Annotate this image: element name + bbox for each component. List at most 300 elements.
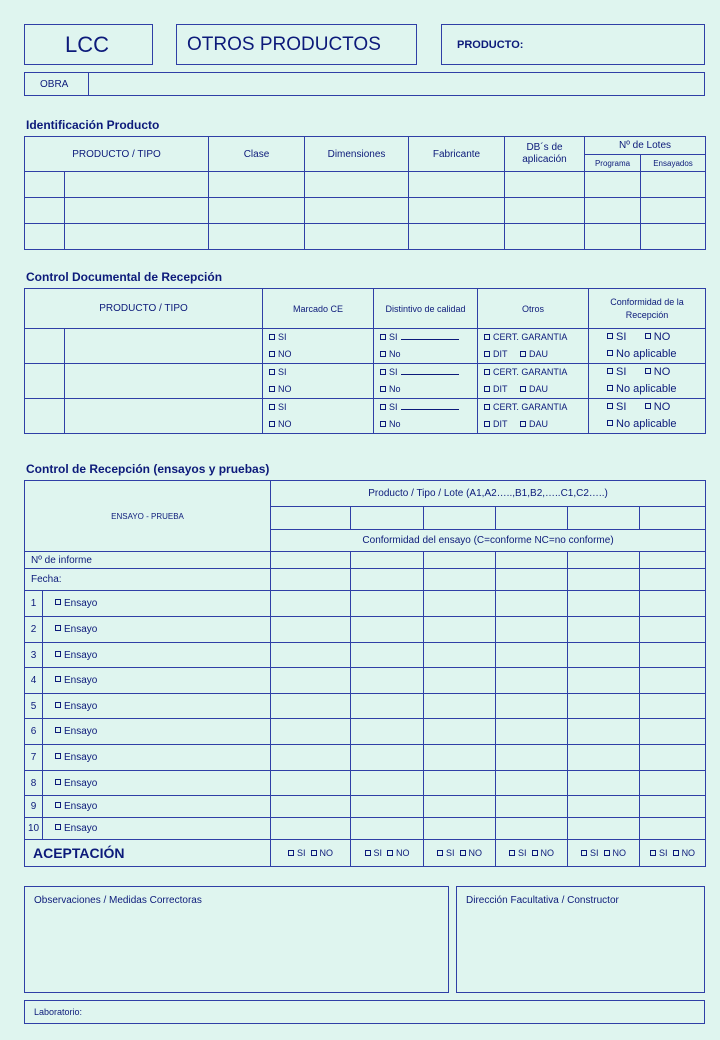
result-cell[interactable] bbox=[568, 668, 640, 694]
result-cell[interactable] bbox=[271, 668, 351, 694]
ensayo-label-cell bbox=[43, 591, 271, 617]
result-cell[interactable] bbox=[424, 617, 496, 643]
row-number: 8 bbox=[25, 771, 43, 796]
checkbox[interactable] bbox=[288, 850, 294, 856]
result-cell[interactable] bbox=[568, 719, 640, 745]
id-cell[interactable] bbox=[65, 198, 209, 224]
checkbox[interactable] bbox=[484, 369, 490, 375]
row-number: 5 bbox=[25, 694, 43, 719]
checkbox[interactable] bbox=[55, 824, 61, 830]
result-cell[interactable] bbox=[271, 796, 351, 818]
opt-no: No bbox=[389, 384, 401, 394]
doc-cell[interactable] bbox=[65, 329, 263, 364]
result-cell[interactable] bbox=[640, 745, 706, 771]
checkbox[interactable] bbox=[509, 850, 515, 856]
opt-si: SI bbox=[278, 332, 287, 342]
checkbox[interactable] bbox=[484, 351, 490, 357]
obra-field[interactable] bbox=[89, 73, 704, 95]
doc-col-conformidad: Conformidad de la Recepción bbox=[589, 289, 706, 329]
result-cell[interactable] bbox=[568, 818, 640, 840]
row-number: 3 bbox=[25, 643, 43, 668]
result-cell[interactable] bbox=[351, 818, 424, 840]
checkbox[interactable] bbox=[269, 404, 275, 410]
result-cell[interactable] bbox=[496, 694, 568, 719]
opt-cert: CERT. GARANTIA bbox=[493, 332, 568, 342]
opt-no: NO bbox=[653, 366, 671, 378]
ensayo-label-cell bbox=[43, 643, 271, 668]
producto-field[interactable] bbox=[441, 24, 705, 65]
obra-label: OBRA bbox=[40, 79, 69, 90]
opt-dau: DAU bbox=[529, 384, 549, 394]
ensayo-label-cell bbox=[43, 796, 271, 818]
result-cell[interactable] bbox=[496, 668, 568, 694]
checkbox[interactable] bbox=[55, 676, 61, 682]
informe-cell[interactable] bbox=[351, 552, 424, 569]
opt-si: SI bbox=[616, 366, 627, 378]
result-cell[interactable] bbox=[424, 591, 496, 617]
checkbox[interactable] bbox=[520, 386, 526, 392]
ensayo-label-cell bbox=[43, 617, 271, 643]
checkbox[interactable] bbox=[380, 404, 386, 410]
result-cell[interactable] bbox=[351, 591, 424, 617]
id-cell[interactable] bbox=[25, 172, 65, 198]
ensayo-label-cell bbox=[43, 668, 271, 694]
checkbox[interactable] bbox=[380, 421, 386, 427]
lote-cell[interactable] bbox=[271, 507, 351, 530]
checkbox[interactable] bbox=[55, 727, 61, 733]
id-cell[interactable] bbox=[65, 172, 209, 198]
id-cell[interactable] bbox=[25, 224, 65, 250]
ensayo-label: Ensayo bbox=[64, 801, 98, 812]
result-cell[interactable] bbox=[496, 719, 568, 745]
result-cell[interactable] bbox=[424, 668, 496, 694]
result-cell[interactable] bbox=[496, 771, 568, 796]
marcado-options bbox=[263, 399, 374, 434]
checkbox[interactable] bbox=[607, 368, 613, 374]
ensayo-label: Ensayo bbox=[64, 700, 98, 712]
id-cell[interactable] bbox=[505, 198, 585, 224]
checkbox[interactable] bbox=[380, 334, 386, 340]
ensayo-row bbox=[25, 617, 706, 643]
row-number: 6 bbox=[25, 719, 43, 745]
ensayo-row bbox=[25, 796, 706, 818]
logo-box bbox=[24, 24, 153, 65]
ensayo-label: Ensayo bbox=[64, 726, 98, 737]
checkbox[interactable] bbox=[607, 385, 613, 391]
title-box bbox=[176, 24, 417, 65]
result-cell[interactable] bbox=[496, 643, 568, 668]
opt-no: NO bbox=[278, 349, 292, 359]
result-cell[interactable] bbox=[640, 617, 706, 643]
row-number: 1 bbox=[25, 591, 43, 617]
doc-cell[interactable] bbox=[25, 329, 65, 364]
opt-si: SI bbox=[616, 331, 627, 343]
id-cell[interactable] bbox=[409, 224, 505, 250]
checkbox[interactable] bbox=[484, 334, 490, 340]
result-cell[interactable] bbox=[640, 719, 706, 745]
obra-row bbox=[24, 72, 705, 96]
fecha-cell[interactable] bbox=[568, 569, 640, 591]
blank-line[interactable] bbox=[401, 367, 459, 375]
result-cell[interactable] bbox=[568, 643, 640, 668]
aceptacion-cell bbox=[568, 840, 640, 867]
opt-si: SI bbox=[389, 367, 398, 377]
aceptacion-cell bbox=[271, 840, 351, 867]
result-cell[interactable] bbox=[424, 643, 496, 668]
section-ensayos: Control de Recepción (ensayos y pruebas) bbox=[26, 462, 270, 476]
opt-no-aplicable: No aplicable bbox=[616, 418, 677, 430]
id-cell[interactable] bbox=[585, 198, 641, 224]
opt-no: NO bbox=[278, 384, 292, 394]
result-cell[interactable] bbox=[351, 694, 424, 719]
result-cell[interactable] bbox=[496, 818, 568, 840]
section-documental: Control Documental de Recepción bbox=[26, 270, 223, 284]
result-cell[interactable] bbox=[640, 771, 706, 796]
result-cell[interactable] bbox=[424, 796, 496, 818]
result-cell[interactable] bbox=[271, 818, 351, 840]
id-cell[interactable] bbox=[209, 224, 305, 250]
col-lotes: Nº de Lotes bbox=[585, 137, 706, 155]
aceptacion-label: ACEPTACIÓN bbox=[25, 840, 271, 867]
conformidad-options bbox=[589, 329, 706, 364]
result-cell[interactable] bbox=[424, 694, 496, 719]
id-cell[interactable] bbox=[641, 198, 706, 224]
result-cell[interactable] bbox=[271, 643, 351, 668]
row-number: 7 bbox=[25, 745, 43, 771]
row-number: 2 bbox=[25, 617, 43, 643]
id-cell[interactable] bbox=[409, 172, 505, 198]
ensayo-label: Ensayo bbox=[64, 823, 98, 834]
opt-si: SI bbox=[389, 402, 398, 412]
ensayo-row bbox=[25, 745, 706, 771]
marcado-options bbox=[263, 364, 374, 399]
result-cell[interactable] bbox=[568, 771, 640, 796]
ensayo-label-cell bbox=[43, 694, 271, 719]
ensayo-label-cell bbox=[43, 719, 271, 745]
opt-si: SI bbox=[297, 848, 306, 858]
checkbox[interactable] bbox=[520, 351, 526, 357]
result-cell[interactable] bbox=[351, 668, 424, 694]
opt-cert: CERT. GARANTIA bbox=[493, 367, 568, 377]
otros-options bbox=[478, 399, 589, 434]
observaciones-box[interactable] bbox=[24, 886, 449, 993]
lote-cell[interactable] bbox=[424, 507, 496, 530]
doc-cell[interactable] bbox=[65, 364, 263, 399]
opt-no: NO bbox=[653, 401, 671, 413]
opt-si: SI bbox=[518, 848, 527, 858]
doc-col-marcado: Marcado CE bbox=[263, 289, 374, 329]
id-cell[interactable] bbox=[585, 224, 641, 250]
informe-cell[interactable] bbox=[640, 552, 706, 569]
result-cell[interactable] bbox=[351, 771, 424, 796]
ensayos-table bbox=[24, 480, 706, 867]
col-ensayo-prueba: ENSAYO - PRUEBA bbox=[25, 481, 271, 552]
informe-label: Nº de informe bbox=[25, 552, 271, 569]
result-cell[interactable] bbox=[568, 694, 640, 719]
opt-no: NO bbox=[612, 848, 627, 858]
distintivo-options bbox=[374, 399, 478, 434]
fecha-cell[interactable] bbox=[424, 569, 496, 591]
id-cell[interactable] bbox=[65, 224, 209, 250]
ensayo-label: Ensayo bbox=[64, 598, 98, 609]
result-cell[interactable] bbox=[496, 617, 568, 643]
aceptacion-cell bbox=[496, 840, 568, 867]
result-cell[interactable] bbox=[424, 745, 496, 771]
checkbox[interactable] bbox=[650, 850, 656, 856]
logo-text: LCC bbox=[65, 32, 110, 57]
id-cell[interactable] bbox=[25, 198, 65, 224]
ensayo-label-cell bbox=[43, 818, 271, 840]
ensayo-row bbox=[25, 668, 706, 694]
result-cell[interactable] bbox=[351, 617, 424, 643]
result-cell[interactable] bbox=[568, 617, 640, 643]
opt-si: SI bbox=[659, 848, 668, 858]
checkbox[interactable] bbox=[269, 386, 275, 392]
opt-no: NO bbox=[540, 848, 555, 858]
opt-si: SI bbox=[389, 332, 398, 342]
checkbox[interactable] bbox=[520, 421, 526, 427]
identificacion-table bbox=[24, 136, 706, 250]
otros-options bbox=[478, 364, 589, 399]
conformidad-options bbox=[589, 364, 706, 399]
checkbox[interactable] bbox=[437, 850, 443, 856]
opt-no-aplicable: No aplicable bbox=[616, 383, 677, 395]
result-cell[interactable] bbox=[351, 719, 424, 745]
checkbox[interactable] bbox=[387, 850, 393, 856]
checkbox[interactable] bbox=[581, 850, 587, 856]
aceptacion-cell bbox=[640, 840, 706, 867]
fecha-cell[interactable] bbox=[496, 569, 568, 591]
result-cell[interactable] bbox=[271, 745, 351, 771]
doc-col-otros: Otros bbox=[478, 289, 589, 329]
lote-cell[interactable] bbox=[640, 507, 706, 530]
fecha-cell[interactable] bbox=[640, 569, 706, 591]
documental-table bbox=[24, 288, 706, 434]
informe-cell[interactable] bbox=[271, 552, 351, 569]
opt-dit: DIT bbox=[493, 349, 508, 359]
opt-dau: DAU bbox=[529, 419, 549, 429]
otros-options bbox=[478, 329, 589, 364]
result-cell[interactable] bbox=[271, 617, 351, 643]
id-cell[interactable] bbox=[305, 198, 409, 224]
col-ensayados: Ensayados bbox=[641, 155, 706, 172]
id-cell[interactable] bbox=[209, 172, 305, 198]
col-producto-tipo: PRODUCTO / TIPO bbox=[25, 137, 209, 172]
lote-cell[interactable] bbox=[496, 507, 568, 530]
opt-si: SI bbox=[278, 367, 287, 377]
ensayo-label: Ensayo bbox=[64, 752, 98, 763]
checkbox[interactable] bbox=[484, 386, 490, 392]
checkbox[interactable] bbox=[269, 334, 275, 340]
row-number: 10 bbox=[25, 818, 43, 840]
checkbox[interactable] bbox=[604, 850, 610, 856]
result-cell[interactable] bbox=[640, 668, 706, 694]
result-cell[interactable] bbox=[271, 694, 351, 719]
col-fabricante: Fabricante bbox=[409, 137, 505, 172]
laboratorio-label: Laboratorio: bbox=[34, 1007, 83, 1017]
doc-cell[interactable] bbox=[25, 364, 65, 399]
col-programa: Programa bbox=[585, 155, 641, 172]
doc-cell[interactable] bbox=[65, 399, 263, 434]
checkbox[interactable] bbox=[365, 850, 371, 856]
opt-dau: DAU bbox=[529, 349, 549, 359]
ensayo-label: Ensayo bbox=[64, 777, 98, 789]
checkbox[interactable] bbox=[269, 421, 275, 427]
aceptacion-cell bbox=[351, 840, 424, 867]
col-dimensiones: Dimensiones bbox=[305, 137, 409, 172]
doc-col-producto: PRODUCTO / TIPO bbox=[25, 289, 263, 329]
checkbox[interactable] bbox=[55, 625, 61, 631]
checkbox[interactable] bbox=[607, 403, 613, 409]
opt-no: NO bbox=[319, 848, 334, 858]
opt-si: SI bbox=[278, 402, 287, 412]
col-dbs: DB´s de aplicación bbox=[505, 137, 585, 172]
result-cell[interactable] bbox=[568, 745, 640, 771]
ensayo-row bbox=[25, 643, 706, 668]
checkbox[interactable] bbox=[380, 386, 386, 392]
result-cell[interactable] bbox=[351, 745, 424, 771]
opt-si: SI bbox=[446, 848, 455, 858]
result-cell[interactable] bbox=[640, 818, 706, 840]
result-cell[interactable] bbox=[271, 591, 351, 617]
checkbox[interactable] bbox=[532, 850, 538, 856]
opt-no: No bbox=[389, 419, 401, 429]
checkbox[interactable] bbox=[55, 651, 61, 657]
checkbox[interactable] bbox=[460, 850, 466, 856]
ensayo-label-cell bbox=[43, 745, 271, 771]
result-cell[interactable] bbox=[424, 771, 496, 796]
observaciones-label: Observaciones / Medidas Correctoras bbox=[34, 895, 202, 906]
ensayo-row bbox=[25, 591, 706, 617]
lote-cell[interactable] bbox=[568, 507, 640, 530]
checkbox[interactable] bbox=[269, 369, 275, 375]
opt-no-aplicable: No aplicable bbox=[616, 348, 677, 360]
row-number: 4 bbox=[25, 668, 43, 694]
checkbox[interactable] bbox=[380, 369, 386, 375]
checkbox[interactable] bbox=[645, 403, 651, 409]
checkbox[interactable] bbox=[673, 850, 679, 856]
result-cell[interactable] bbox=[640, 643, 706, 668]
result-cell[interactable] bbox=[640, 796, 706, 818]
informe-cell[interactable] bbox=[568, 552, 640, 569]
result-cell[interactable] bbox=[424, 719, 496, 745]
result-cell[interactable] bbox=[496, 745, 568, 771]
col-clase: Clase bbox=[209, 137, 305, 172]
checkbox[interactable] bbox=[645, 333, 651, 339]
result-cell[interactable] bbox=[496, 591, 568, 617]
checkbox[interactable] bbox=[311, 850, 317, 856]
ensayo-row bbox=[25, 694, 706, 719]
opt-no: NO bbox=[681, 848, 696, 858]
id-cell[interactable] bbox=[641, 172, 706, 198]
ensayo-label: Ensayo bbox=[64, 675, 98, 686]
id-cell[interactable] bbox=[505, 224, 585, 250]
opt-dit: DIT bbox=[493, 384, 508, 394]
checkbox[interactable] bbox=[484, 404, 490, 410]
lote-cell[interactable] bbox=[351, 507, 424, 530]
ensayo-row bbox=[25, 818, 706, 840]
id-cell[interactable] bbox=[505, 172, 585, 198]
ensayo-label-cell bbox=[43, 771, 271, 796]
checkbox[interactable] bbox=[607, 350, 613, 356]
informe-cell[interactable] bbox=[496, 552, 568, 569]
distintivo-options bbox=[374, 364, 478, 399]
result-cell[interactable] bbox=[640, 694, 706, 719]
direccion-label: Dirección Facultativa / Constructor bbox=[466, 895, 619, 906]
fecha-cell[interactable] bbox=[271, 569, 351, 591]
ensayo-label: Ensayo bbox=[64, 649, 98, 661]
result-cell[interactable] bbox=[568, 591, 640, 617]
checkbox[interactable] bbox=[269, 351, 275, 357]
result-cell[interactable] bbox=[351, 796, 424, 818]
result-cell[interactable] bbox=[568, 796, 640, 818]
page-title: OTROS PRODUCTOS bbox=[187, 34, 381, 55]
result-cell[interactable] bbox=[424, 818, 496, 840]
id-cell[interactable] bbox=[585, 172, 641, 198]
informe-cell[interactable] bbox=[424, 552, 496, 569]
result-cell[interactable] bbox=[496, 796, 568, 818]
marcado-options bbox=[263, 329, 374, 364]
blank-line[interactable] bbox=[401, 332, 459, 340]
opt-dit: DIT bbox=[493, 419, 508, 429]
opt-no: NO bbox=[396, 848, 410, 858]
ensayo-label: Ensayo bbox=[64, 624, 98, 635]
id-cell[interactable] bbox=[409, 198, 505, 224]
checkbox[interactable] bbox=[484, 421, 490, 427]
checkbox[interactable] bbox=[55, 779, 61, 785]
laboratorio-box[interactable] bbox=[24, 1000, 705, 1024]
ensayo-row bbox=[25, 719, 706, 745]
checkbox[interactable] bbox=[55, 802, 61, 808]
distintivo-options bbox=[374, 329, 478, 364]
checkbox[interactable] bbox=[645, 368, 651, 374]
opt-si: SI bbox=[616, 401, 627, 413]
conformidad-legend: Conformidad del ensayo (C=conforme NC=no conforme) bbox=[271, 530, 706, 552]
id-cell[interactable] bbox=[305, 172, 409, 198]
fecha-cell[interactable] bbox=[351, 569, 424, 591]
opt-si: SI bbox=[373, 848, 383, 858]
checkbox[interactable] bbox=[55, 599, 61, 605]
opt-si: SI bbox=[590, 848, 599, 858]
opt-no: NO bbox=[278, 419, 292, 429]
opt-no: No bbox=[389, 349, 401, 359]
checkbox[interactable] bbox=[607, 333, 613, 339]
id-cell[interactable] bbox=[305, 224, 409, 250]
direccion-box[interactable] bbox=[456, 886, 705, 993]
checkbox[interactable] bbox=[55, 753, 61, 759]
opt-cert: CERT. GARANTIA bbox=[493, 402, 568, 412]
checkbox[interactable] bbox=[55, 702, 61, 708]
doc-col-distintivo: Distintivo de calidad bbox=[374, 289, 478, 329]
producto-label: PRODUCTO: bbox=[457, 39, 524, 51]
result-cell[interactable] bbox=[640, 591, 706, 617]
blank-line[interactable] bbox=[401, 402, 459, 410]
ensayo-row bbox=[25, 771, 706, 796]
id-cell[interactable] bbox=[641, 224, 706, 250]
id-cell[interactable] bbox=[209, 198, 305, 224]
doc-cell[interactable] bbox=[25, 399, 65, 434]
col-producto-lote: Producto / Tipo / Lote (A1,A2…..,B1,B2,…..C1,C2…..) bbox=[271, 481, 706, 507]
checkbox[interactable] bbox=[607, 420, 613, 426]
result-cell[interactable] bbox=[351, 643, 424, 668]
result-cell[interactable] bbox=[271, 771, 351, 796]
checkbox[interactable] bbox=[380, 351, 386, 357]
fecha-label: Fecha: bbox=[25, 569, 271, 591]
opt-no: NO bbox=[653, 331, 671, 343]
row-number: 9 bbox=[25, 796, 43, 818]
conformidad-options bbox=[589, 399, 706, 434]
result-cell[interactable] bbox=[271, 719, 351, 745]
